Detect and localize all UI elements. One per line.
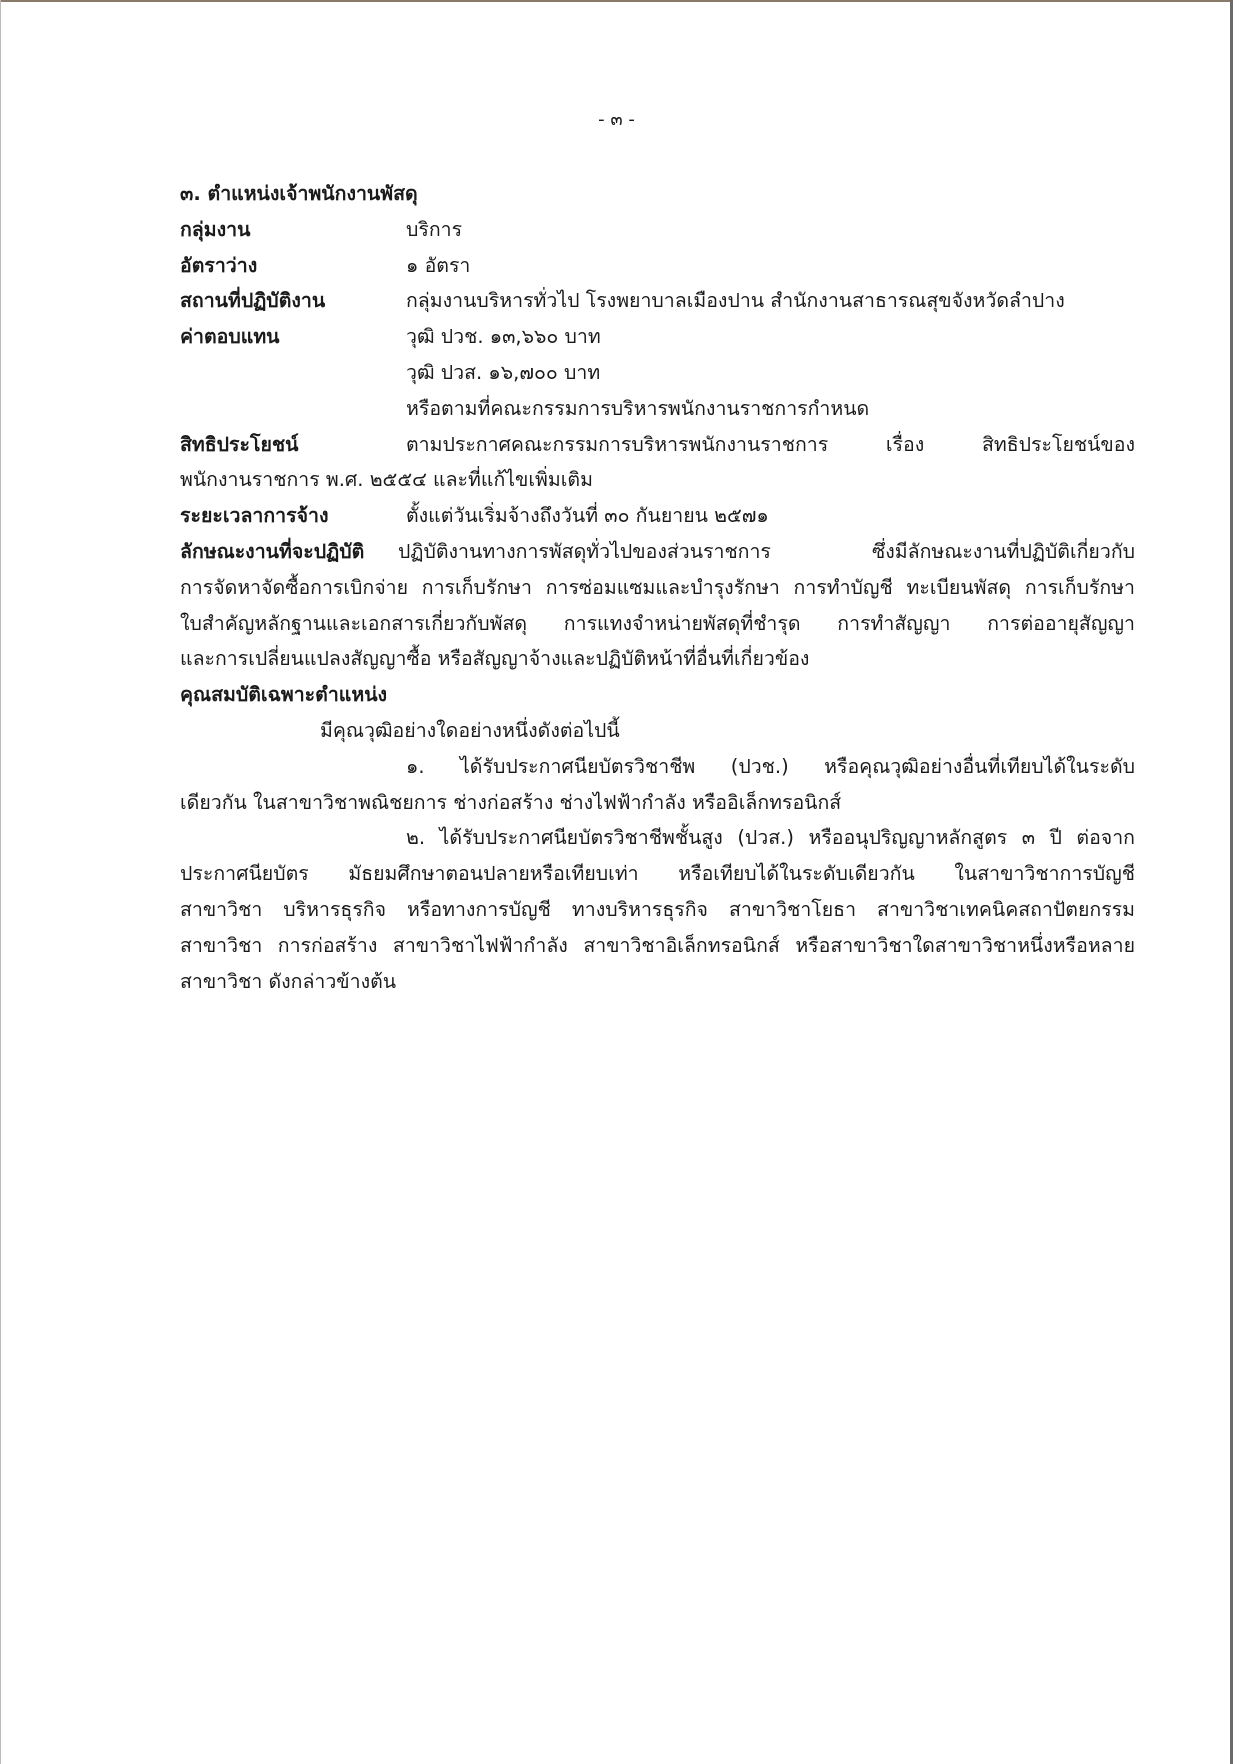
section-title: ๓. ตำแหน่งเจ้าพนักงานพัสดุ bbox=[180, 182, 418, 205]
field-label: สถานที่ปฏิบัติงาน bbox=[180, 289, 326, 313]
field-pay bbox=[180, 319, 1135, 355]
pay-line: หรือตามที่คณะกรรมการบริหารพนักงานราชการกำหนด bbox=[406, 396, 870, 420]
field-duty bbox=[180, 534, 1135, 570]
field-label: สิทธิประโยชน์ bbox=[180, 432, 299, 456]
document-body bbox=[180, 176, 1135, 999]
field-workplace bbox=[180, 283, 1135, 319]
duty-line: และการเปลี่ยนแปลงสัญญาซื้อ หรือสัญญาจ้างและปฏิบัติหน้าที่อื่นที่เกี่ยวข้อง bbox=[180, 647, 810, 671]
qualification-intro: มีคุณวุฒิอย่างใดอย่างหนึ่งดังต่อไปนี้ bbox=[320, 718, 620, 742]
field-value: วุฒิ ปวช. ๑๓,๖๖๐ บาท bbox=[406, 325, 601, 349]
duty-line: ใบสำคัญหลักฐานและเอกสารเกี่ยวกับพัสดุ การแทงจำหน่ายพัสดุที่ชำรุด การทำสัญญา การต่ออายุสัญญา bbox=[180, 611, 1135, 635]
scan-edge-left bbox=[0, 0, 1, 1764]
qualification-item-1-cont: เดียวกัน ในสาขาวิชาพณิชยการ ช่างก่อสร้าง ช่างไฟฟ้ากำลัง หรืออิเล็กทรอนิกส์ bbox=[180, 790, 842, 814]
qualification-item-2-last: สาขาวิชา ดังกล่าวข้างต้น bbox=[180, 969, 397, 993]
benefit-line: พนักงานราชการ พ.ศ. ๒๕๕๔ และที่แก้ไขเพิ่มเติม bbox=[180, 468, 593, 492]
field-benefit bbox=[180, 427, 1135, 463]
field-value: บริการ bbox=[406, 217, 463, 241]
field-label: กลุ่มงาน bbox=[180, 217, 251, 241]
field-label: ค่าตอบแทน bbox=[180, 325, 280, 349]
field-period bbox=[180, 498, 1135, 534]
field-value: ๑ อัตรา bbox=[406, 253, 471, 277]
field-group bbox=[180, 212, 1135, 248]
field-label: ลักษณะงานที่จะปฏิบัติ bbox=[180, 539, 365, 563]
scan-edge-top bbox=[0, 0, 1233, 2]
field-value: ปฏิบัติงานทางการพัสดุทั่วไปของส่วนราชการ ซึ่งมีลักษณะงานที่ปฏิบัติเกี่ยวกับ bbox=[398, 539, 1135, 563]
pay-line: วุฒิ ปวส. ๑๖,๗๐๐ บาท bbox=[406, 360, 601, 384]
field-label: อัตราว่าง bbox=[180, 253, 258, 277]
qualification-item-2-cont: ประกาศนียบัตร มัธยมศึกษาตอนปลายหรือเทียบเท่า หรือเทียบได้ในระดับเดียวกัน ในสาขาวิชาการบัญชี bbox=[180, 862, 1135, 886]
qualification-item-2-cont: สาขาวิชา บริหารธุรกิจ หรือทางการบัญชี ทางบริหารธุรกิจ สาขาวิชาโยธา สาขาวิชาเทคนิคสถาปัตยกรรม bbox=[180, 897, 1135, 921]
field-value: ตามประกาศคณะกรรมการบริหารพนักงานราชการ เรื่อง สิทธิประโยชน์ของ bbox=[406, 432, 1135, 456]
field-rate bbox=[180, 248, 1135, 284]
duty-line: การจัดหาจัดซื้อการเบิกจ่าย การเก็บรักษา การซ่อมแซมและบำรุงรักษา การทำบัญชี ทะเบียนพัสดุ การเก็บรักษา bbox=[180, 575, 1135, 599]
page-number: - ๓ - bbox=[598, 109, 635, 130]
qualification-item-2-cont: สาขาวิชา การก่อสร้าง สาขาวิชาไฟฟ้ากำลัง สาขาวิชาอิเล็กทรอนิกส์ หรือสาขาวิชาใดสาขาวิชาหนึ่งหรือหลาย bbox=[180, 933, 1135, 957]
field-label: ระยะเวลาการจ้าง bbox=[180, 504, 329, 528]
qualification-title: คุณสมบัติเฉพาะตำแหน่ง bbox=[180, 683, 388, 707]
field-value: กลุ่มงานบริหารทั่วไป โรงพยาบาลเมืองปาน สำนักงานสาธารณสุขจังหวัดลำปาง bbox=[406, 289, 1065, 313]
qualification-item-2: ๒. ได้รับประกาศนียบัตรวิชาชีพชั้นสูง (ปวส.) หรืออนุปริญญาหลักสูตร ๓ ปี ต่อจาก bbox=[406, 826, 1135, 850]
qualification-item-1: ๑. ได้รับประกาศนียบัตรวิชาชีพ (ปวช.) หรือคุณวุฒิอย่างอื่นที่เทียบได้ในระดับ bbox=[406, 754, 1135, 778]
field-value: ตั้งแต่วันเริ่มจ้างถึงวันที่ ๓๐ กันยายน ๒๕๗๑ bbox=[406, 504, 769, 528]
